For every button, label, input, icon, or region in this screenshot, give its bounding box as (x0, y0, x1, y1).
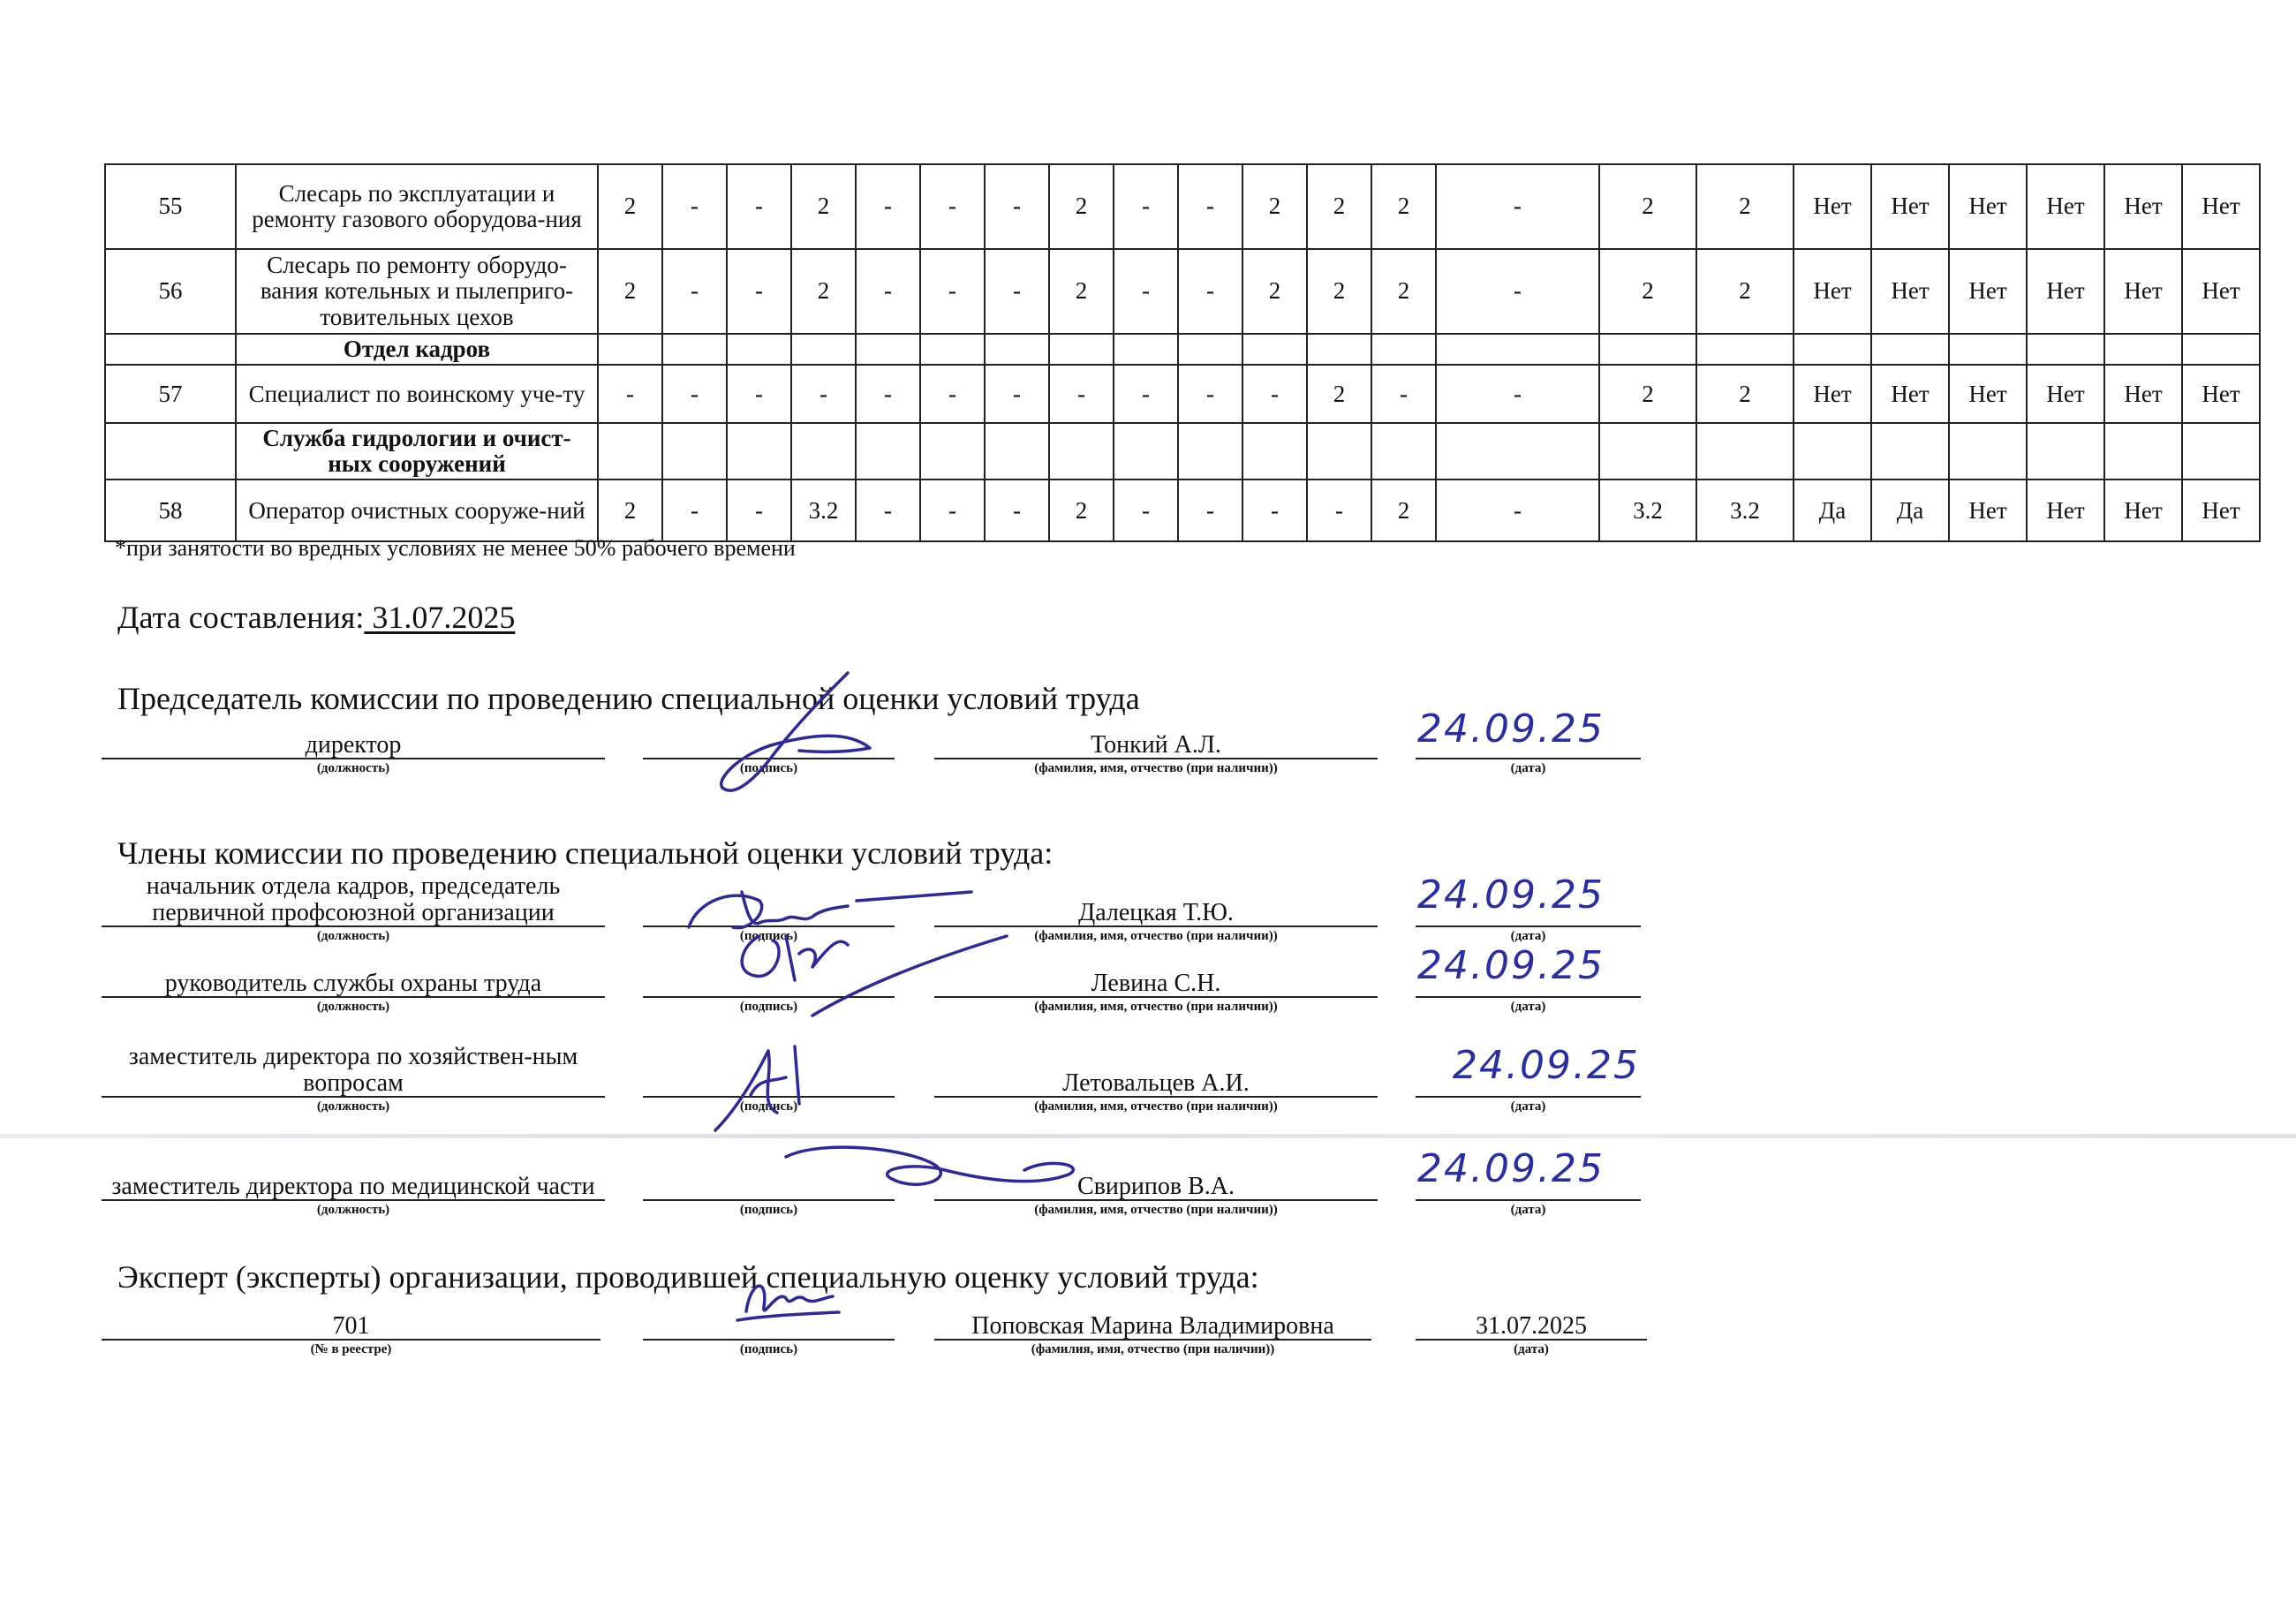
table-cell: - (1114, 365, 1178, 423)
chair-handwritten-date: 24.09.25 (1417, 706, 1605, 752)
fio-caption: (фамилия, имя, отчество (при наличии)) (1034, 929, 1278, 943)
table-cell: Нет (1949, 164, 2027, 249)
fio-caption: (фамилия, имя, отчество (при наличии)) (1034, 1000, 1278, 1014)
table-cell: Нет (2104, 480, 2182, 541)
position-caption: (должность) (316, 1000, 390, 1014)
table-cell (598, 334, 662, 365)
table-cell: - (662, 249, 727, 334)
table-cell: - (985, 480, 1049, 541)
member-fio: Далецкая Т.Ю. (1078, 898, 1234, 926)
chair-fio: Тонкий А.Л. (1091, 730, 1221, 759)
row-number (105, 423, 236, 480)
table-cell: 2 (791, 164, 856, 249)
table-cell: - (920, 480, 985, 541)
member-position-field (102, 945, 605, 1016)
table-cell: 2 (1599, 249, 1696, 334)
table-cell: 2 (1371, 164, 1436, 249)
chair-heading: Председатель комиссии по проведению специальной оценки условий труда (117, 681, 1140, 716)
table-cell: - (1114, 164, 1178, 249)
signature-caption: (подпись) (739, 1099, 798, 1114)
table-cell: - (727, 480, 791, 541)
table-cell: Нет (1949, 480, 2027, 541)
row-number: 57 (105, 365, 236, 423)
table-cell: - (920, 365, 985, 423)
expert-registry: 701 (332, 1311, 370, 1340)
position-caption: (должность) (316, 929, 390, 943)
table-cell (856, 334, 920, 365)
table-cell: 3.2 (1696, 480, 1794, 541)
expert-heading: Эксперт (эксперты) организации, проводившей специальную оценку условий труда: (117, 1259, 1259, 1295)
chair-fio-field (934, 706, 1378, 777)
table-row (105, 365, 2260, 423)
table-cell: Нет (1949, 365, 2027, 423)
member-handwritten-date: 24.09.25 (1453, 1043, 1640, 1088)
table-cell: - (1114, 480, 1178, 541)
row-number: 56 (105, 249, 236, 334)
table-cell: Нет (2027, 164, 2104, 249)
footnote: *при занятости во вредных условиях не менее 50% рабочего времени (115, 535, 796, 561)
table-cell (1114, 334, 1178, 365)
table-cell: - (1178, 480, 1242, 541)
table-cell: - (1178, 249, 1242, 334)
table-cell (791, 334, 856, 365)
table-cell: Нет (2027, 365, 2104, 423)
table-cell: 2 (1049, 164, 1114, 249)
table-cell (1307, 334, 1371, 365)
expert-fio-field (934, 1288, 1371, 1358)
job-title: Специалист по воинскому уче-ту (236, 365, 598, 423)
table-cell (2104, 423, 2182, 480)
table-cell: 2 (1599, 164, 1696, 249)
chair-signature (715, 664, 874, 805)
table-cell: 2 (1696, 365, 1794, 423)
table-cell: Нет (2104, 164, 2182, 249)
section-title: Отдел кадров (236, 334, 598, 365)
table-cell: 2 (598, 249, 662, 334)
table-cell: - (856, 164, 920, 249)
registry-caption: (№ в реестре) (310, 1342, 392, 1356)
expert-registry-field (102, 1288, 600, 1358)
table-cell: - (1436, 164, 1599, 249)
table-cell: - (985, 164, 1049, 249)
table-cell: - (920, 249, 985, 334)
job-title: Оператор очистных сооруже-ний (236, 480, 598, 541)
table-cell (1049, 423, 1114, 480)
signature-caption: (подпись) (739, 761, 798, 775)
table-row (105, 480, 2260, 541)
table-cell (985, 334, 1049, 365)
table-cell: Нет (2104, 365, 2182, 423)
table-section-row (105, 334, 2260, 365)
job-title: Слесарь по эксплуатации и ремонту газового оборудова-ния (236, 164, 598, 249)
table-cell: Нет (2104, 249, 2182, 334)
member-position: начальник отдела кадров, председатель первичной профсоюзной организации (146, 872, 561, 926)
table-cell (1949, 423, 2027, 480)
date-caption: (дата) (1510, 929, 1546, 943)
table-cell: Нет (2182, 249, 2260, 334)
table-cell: Нет (1949, 249, 2027, 334)
table-cell: 2 (1371, 249, 1436, 334)
compilation-date (117, 599, 515, 636)
row-number: 55 (105, 164, 236, 249)
table-cell (1049, 334, 1114, 365)
table-cell (2027, 334, 2104, 365)
table-cell: 2 (1307, 249, 1371, 334)
table-cell: Нет (1794, 365, 1871, 423)
member-position-field (102, 874, 605, 945)
table-cell: 2 (791, 249, 856, 334)
member-fio: Левина С.Н. (1091, 969, 1221, 997)
table-cell: 2 (1696, 249, 1794, 334)
table-cell (1371, 334, 1436, 365)
table-cell: - (1436, 249, 1599, 334)
table-cell (1178, 423, 1242, 480)
fio-caption: (фамилия, имя, отчество (при наличии)) (1031, 1342, 1275, 1356)
table-cell (662, 423, 727, 480)
members-heading: Члены комиссии по проведению специальной оценки условий труда: (117, 835, 1054, 871)
table-cell (2104, 334, 2182, 365)
member-fio-field (934, 1045, 1378, 1115)
expert-date: 31.07.2025 (1476, 1311, 1587, 1340)
table-cell (1436, 423, 1599, 480)
table-cell: - (985, 365, 1049, 423)
table-cell: - (1371, 365, 1436, 423)
scan-streak (0, 1134, 2296, 1138)
date-caption: (дата) (1510, 1099, 1546, 1114)
table-cell: - (727, 164, 791, 249)
member-position: заместитель директора по медицинской части (111, 1172, 595, 1200)
chair-position: директор (305, 730, 402, 759)
table-cell: - (662, 480, 727, 541)
member-position: заместитель директора по хозяйствен-ным вопросам (128, 1043, 578, 1097)
table-cell (662, 334, 727, 365)
member-handwritten-date: 24.09.25 (1417, 943, 1605, 988)
table-cell (727, 334, 791, 365)
expert-signature (729, 1272, 843, 1333)
table-cell: - (856, 249, 920, 334)
date-caption: (дата) (1510, 1203, 1546, 1217)
table-cell: 2 (1307, 164, 1371, 249)
table-cell (856, 423, 920, 480)
table-cell (1949, 334, 2027, 365)
table-cell (727, 423, 791, 480)
table-cell (2182, 423, 2260, 480)
table-cell: Да (1871, 480, 1949, 541)
table-cell (1696, 334, 1794, 365)
position-caption: (должность) (316, 761, 390, 775)
job-title: Слесарь по ремонту оборудо-вания котельных и пылеприго-товительных цехов (236, 249, 598, 334)
table-cell (1371, 423, 1436, 480)
table-cell (985, 423, 1049, 480)
table-cell: - (1049, 365, 1114, 423)
table-cell: - (1178, 365, 1242, 423)
table-cell (1599, 334, 1696, 365)
table-cell: Нет (1871, 365, 1949, 423)
date-caption: (дата) (1514, 1342, 1549, 1356)
table-cell: - (1114, 249, 1178, 334)
table-cell (920, 423, 985, 480)
table-cell: - (727, 365, 791, 423)
table-cell: - (1242, 480, 1307, 541)
fio-caption: (фамилия, имя, отчество (при наличии)) (1034, 1099, 1278, 1114)
table-cell (2182, 334, 2260, 365)
table-cell: Да (1794, 480, 1871, 541)
member-position: руководитель службы охраны труда (164, 969, 542, 997)
table-cell: 2 (1242, 249, 1307, 334)
table-cell: Нет (1794, 249, 1871, 334)
table-cell: 2 (1371, 480, 1436, 541)
member-fio: Свирипов В.А. (1077, 1172, 1235, 1200)
table-cell: 3.2 (1599, 480, 1696, 541)
row-number (105, 334, 236, 365)
table-cell: Нет (2182, 365, 2260, 423)
signature-caption: (подпись) (739, 1203, 798, 1217)
signature-caption: (подпись) (739, 1342, 798, 1356)
position-caption: (должность) (316, 1099, 390, 1114)
member-fio: Летовальцев А.И. (1062, 1069, 1250, 1097)
table-cell: - (1307, 480, 1371, 541)
table-row (105, 164, 2260, 249)
table-cell: - (598, 365, 662, 423)
table-cell (1114, 423, 1178, 480)
table-cell (1307, 423, 1371, 480)
table-cell: 2 (598, 164, 662, 249)
member-position-field (102, 1045, 605, 1115)
table-cell (1242, 423, 1307, 480)
compilation-date-label: Дата составления: (117, 600, 365, 635)
table-cell: - (920, 164, 985, 249)
table-cell: Нет (2182, 164, 2260, 249)
table-cell: 2 (1049, 249, 1114, 334)
table-cell: - (1178, 164, 1242, 249)
signature-caption: (подпись) (739, 929, 798, 943)
expert-fio: Поповская Марина Владимировна (971, 1311, 1334, 1340)
table-cell (1696, 423, 1794, 480)
table-cell (920, 334, 985, 365)
table-cell: - (662, 164, 727, 249)
table-cell: 2 (1599, 365, 1696, 423)
table-cell: - (1436, 480, 1599, 541)
table-cell: 2 (1696, 164, 1794, 249)
table-cell: - (662, 365, 727, 423)
table-cell (1871, 334, 1949, 365)
table-cell: 3.2 (791, 480, 856, 541)
table-cell: - (1436, 365, 1599, 423)
member-position-field (102, 1148, 605, 1219)
table-cell: Нет (1871, 249, 1949, 334)
table-cell (1871, 423, 1949, 480)
table-cell: - (791, 365, 856, 423)
date-caption: (дата) (1510, 1000, 1546, 1014)
sout-results-table (104, 163, 2261, 542)
table-cell (598, 423, 662, 480)
table-row (105, 249, 2260, 334)
signature-caption: (подпись) (739, 1000, 798, 1014)
member-signature (768, 1139, 1086, 1201)
section-title: Служба гидрологии и очист-ных сооружений (236, 423, 598, 480)
table-cell (1794, 334, 1871, 365)
table-cell (1242, 334, 1307, 365)
table-cell: 2 (598, 480, 662, 541)
table-cell: Нет (2027, 480, 2104, 541)
position-caption: (должность) (316, 1203, 390, 1217)
table-cell: Нет (1871, 164, 1949, 249)
table-cell: Нет (2182, 480, 2260, 541)
fio-caption: (фамилия, имя, отчество (при наличии)) (1034, 1203, 1278, 1217)
date-caption: (дата) (1510, 761, 1546, 775)
table-cell: - (856, 365, 920, 423)
table-cell: - (856, 480, 920, 541)
table-cell (1178, 334, 1242, 365)
table-cell (2027, 423, 2104, 480)
member-signature (706, 927, 1016, 1024)
table-section-row (105, 423, 2260, 480)
table-cell: - (727, 249, 791, 334)
member-signature (671, 1042, 821, 1139)
table-cell: Нет (2027, 249, 2104, 334)
table-cell (1794, 423, 1871, 480)
chair-position-field (102, 706, 605, 777)
table-cell: 2 (1049, 480, 1114, 541)
table-cell (1436, 334, 1599, 365)
fio-caption: (фамилия, имя, отчество (при наличии)) (1034, 761, 1278, 775)
compilation-date-value: 31.07.2025 (364, 600, 516, 635)
table-cell (1599, 423, 1696, 480)
table-cell (791, 423, 856, 480)
member-handwritten-date: 24.09.25 (1417, 872, 1605, 918)
table-cell: - (985, 249, 1049, 334)
row-number: 58 (105, 480, 236, 541)
expert-date-field (1416, 1288, 1647, 1358)
table-cell: 2 (1307, 365, 1371, 423)
table-cell: Нет (1794, 164, 1871, 249)
table-cell: - (1242, 365, 1307, 423)
member-handwritten-date: 24.09.25 (1417, 1146, 1605, 1191)
table-cell: 2 (1242, 164, 1307, 249)
